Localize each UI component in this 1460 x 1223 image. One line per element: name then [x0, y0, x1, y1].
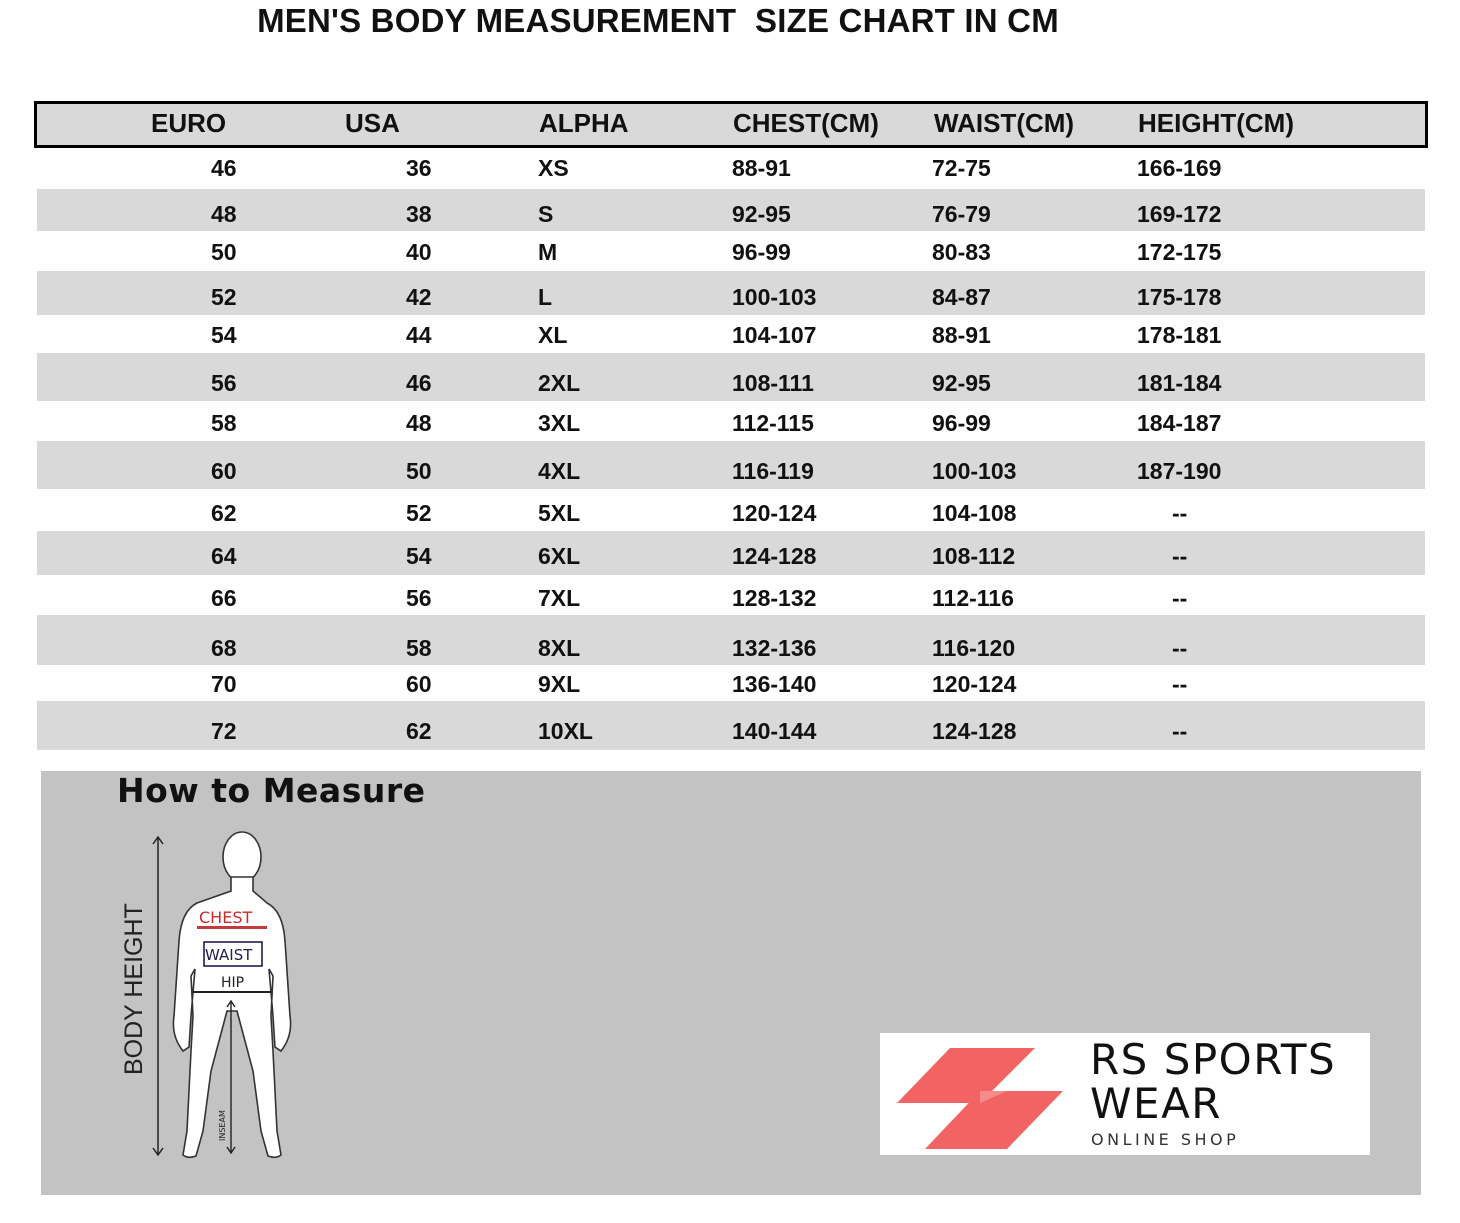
brand-tagline: ONLINE SHOP — [1091, 1130, 1240, 1149]
waist-cell: 108-112 — [932, 543, 1016, 569]
alpha-cell: 8XL — [538, 635, 581, 661]
euro-cell: 70 — [211, 671, 237, 697]
table-row — [37, 401, 1425, 441]
header-chest: CHEST(CM) — [733, 108, 879, 138]
chest-cell: 120-124 — [732, 500, 817, 526]
table-row — [37, 271, 1425, 315]
height-cell: -- — [1172, 671, 1188, 697]
euro-cell: 48 — [211, 201, 237, 227]
how-to-measure-title: How to Measure — [117, 771, 426, 810]
table-row — [37, 489, 1425, 531]
table-row — [37, 575, 1425, 615]
euro-cell: 72 — [211, 718, 237, 744]
brand-logo — [880, 1033, 1370, 1155]
chest-cell: 140-144 — [732, 718, 817, 744]
height-cell: 172-175 — [1137, 239, 1222, 265]
waist-cell: 76-79 — [932, 201, 991, 227]
waist-cell: 96-99 — [932, 410, 991, 436]
brand-name-line2: WEAR — [1090, 1079, 1222, 1128]
euro-cell: 60 — [211, 458, 237, 484]
alpha-cell: 5XL — [538, 500, 581, 526]
usa-cell: 60 — [406, 671, 432, 697]
height-cell: 181-184 — [1137, 370, 1222, 396]
header-usa: USA — [345, 108, 400, 138]
alpha-cell: 9XL — [538, 671, 581, 697]
usa-cell: 46 — [406, 370, 432, 396]
height-cell: -- — [1172, 543, 1188, 569]
chest-cell: 116-119 — [732, 458, 814, 484]
header-alpha: ALPHA — [539, 108, 629, 138]
chest-cell: 96-99 — [732, 239, 791, 265]
usa-cell: 62 — [406, 718, 432, 744]
height-cell: 178-181 — [1137, 322, 1222, 348]
chest-cell: 104-107 — [732, 322, 817, 348]
alpha-cell: L — [538, 284, 553, 310]
euro-cell: 68 — [211, 635, 237, 661]
chest-cell: 136-140 — [732, 671, 817, 697]
alpha-cell: XL — [538, 322, 568, 348]
usa-cell: 48 — [406, 410, 432, 436]
waist-label: WAIST — [205, 946, 253, 964]
waist-cell: 112-116 — [932, 585, 1014, 611]
height-cell: 175-178 — [1137, 284, 1222, 310]
header-euro: EURO — [151, 108, 227, 138]
usa-cell: 50 — [406, 458, 432, 484]
chest-cell: 100-103 — [732, 284, 817, 310]
table-row — [37, 531, 1425, 575]
height-cell: -- — [1172, 585, 1188, 611]
usa-cell: 58 — [406, 635, 432, 661]
waist-cell: 120-124 — [932, 671, 1017, 697]
table-header — [34, 101, 1428, 148]
table-row — [37, 701, 1425, 750]
euro-cell: 46 — [211, 155, 237, 181]
usa-cell: 54 — [406, 543, 432, 569]
table-row — [37, 147, 1425, 189]
table-row — [37, 441, 1425, 489]
waist-cell: 92-95 — [932, 370, 991, 396]
inseam-arrow — [227, 1001, 235, 1153]
alpha-cell: M — [538, 239, 558, 265]
waist-cell: 80-83 — [932, 239, 991, 265]
brand-name-line1: RS SPORTS — [1090, 1035, 1337, 1084]
height-cell: -- — [1172, 718, 1188, 744]
body-figure-illustration — [41, 811, 341, 1191]
table-row — [37, 231, 1425, 271]
chest-cell: 108-111 — [732, 370, 814, 396]
height-cell: 187-190 — [1137, 458, 1222, 484]
usa-cell: 52 — [406, 500, 432, 526]
table-row — [37, 353, 1425, 401]
chest-cell: 112-115 — [732, 410, 814, 436]
usa-cell: 56 — [406, 585, 432, 611]
waist-cell: 88-91 — [932, 322, 991, 348]
waist-cell: 124-128 — [932, 718, 1017, 744]
inseam-label: INSEAM — [218, 1110, 227, 1141]
euro-cell: 64 — [211, 543, 237, 569]
alpha-cell: 2XL — [538, 370, 581, 396]
height-cell: -- — [1172, 635, 1188, 661]
euro-cell: 66 — [211, 585, 237, 611]
height-cell: 169-172 — [1137, 201, 1222, 227]
alpha-cell: 6XL — [538, 543, 581, 569]
usa-cell: 40 — [406, 239, 432, 265]
table-row — [37, 315, 1425, 353]
body-outline — [173, 832, 290, 1157]
usa-cell: 38 — [406, 201, 432, 227]
body-height-arrow — [153, 837, 163, 1155]
chest-cell: 88-91 — [732, 155, 791, 181]
alpha-cell: 10XL — [538, 718, 593, 744]
brand-mark-icon — [895, 1045, 1065, 1153]
euro-cell: 56 — [211, 370, 237, 396]
table-row — [37, 189, 1425, 231]
waist-cell: 72-75 — [932, 155, 991, 181]
height-cell: 184-187 — [1137, 410, 1222, 436]
page-title: MEN'S BODY MEASUREMENT SIZE CHART IN CM — [257, 2, 1059, 39]
body-height-label: BODY HEIGHT — [120, 903, 148, 1075]
euro-cell: 62 — [211, 500, 237, 526]
euro-cell: 52 — [211, 284, 237, 310]
alpha-cell: XS — [538, 155, 569, 181]
chest-label: CHEST — [199, 908, 253, 927]
euro-cell: 50 — [211, 239, 237, 265]
chest-cell: 124-128 — [732, 543, 817, 569]
waist-cell: 104-108 — [932, 500, 1017, 526]
header-height: HEIGHT(CM) — [1138, 108, 1294, 138]
chest-cell: 128-132 — [732, 585, 817, 611]
chest-cell: 132-136 — [732, 635, 817, 661]
waist-cell: 100-103 — [932, 458, 1017, 484]
usa-cell: 36 — [406, 155, 432, 181]
usa-cell: 44 — [406, 322, 432, 348]
alpha-cell: S — [538, 201, 554, 227]
table-row — [37, 665, 1425, 701]
chest-cell: 92-95 — [732, 201, 791, 227]
alpha-cell: 4XL — [538, 458, 581, 484]
alpha-cell: 3XL — [538, 410, 581, 436]
header-waist: WAIST(CM) — [934, 108, 1075, 138]
waist-cell: 116-120 — [932, 635, 1016, 661]
usa-cell: 42 — [406, 284, 432, 310]
euro-cell: 54 — [211, 322, 237, 348]
euro-cell: 58 — [211, 410, 237, 436]
waist-cell: 84-87 — [932, 284, 991, 310]
alpha-cell: 7XL — [538, 585, 581, 611]
table-row — [37, 615, 1425, 665]
height-cell: 166-169 — [1137, 155, 1222, 181]
height-cell: -- — [1172, 500, 1188, 526]
hip-label: HIP — [221, 975, 245, 991]
